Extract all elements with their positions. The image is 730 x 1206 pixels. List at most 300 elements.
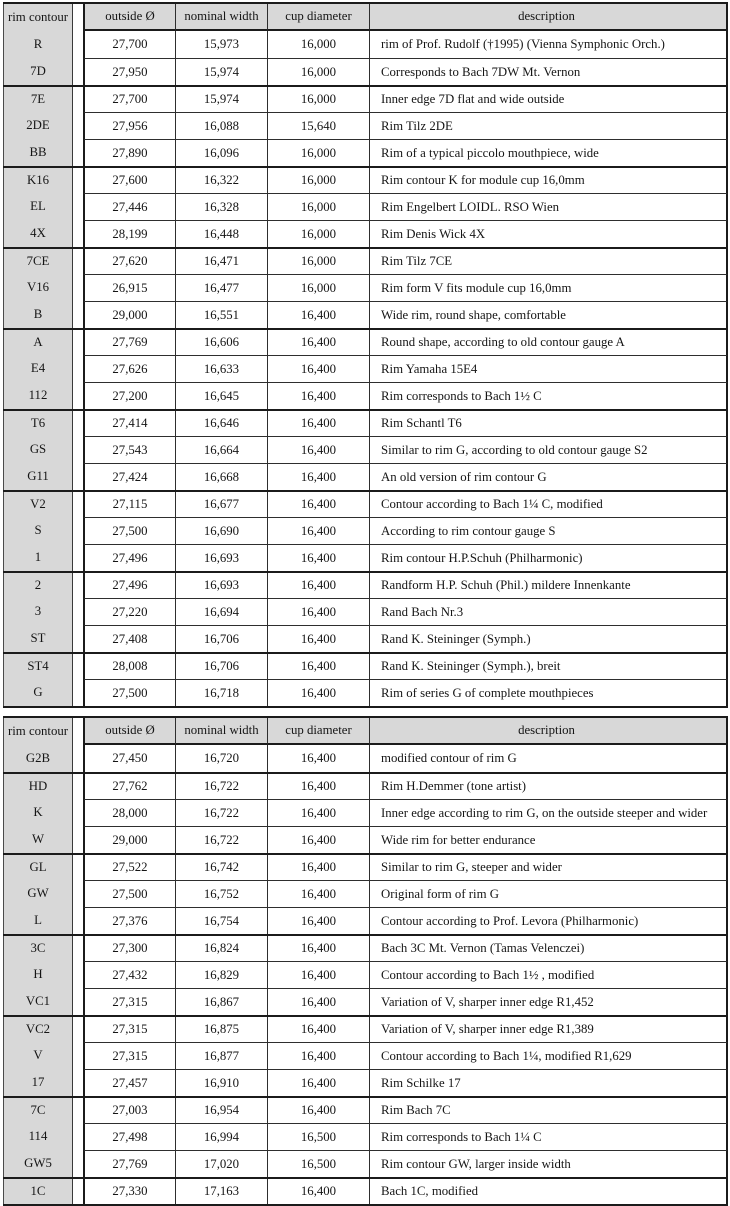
cell-rim-contour: 3 [3,598,73,625]
cell-nominal-width: 15,973 [175,31,267,58]
cell-outside-diameter: 27,543 [83,436,175,463]
cell-cup-diameter: 16,400 [267,679,369,706]
cell-rim-contour: VC2 [3,1017,73,1042]
table-row [3,988,728,1015]
cell-nominal-width: 16,633 [175,355,267,382]
cell-outside-diameter: 27,700 [83,87,175,112]
table-row [3,571,728,598]
cell-description: Contour according to Bach 1¼ C, modified [369,492,728,517]
cell-cup-diameter: 16,400 [267,411,369,436]
cell-cup-diameter: 16,000 [267,249,369,274]
cell-rim-contour: T6 [3,411,73,436]
cell-rim-contour: GL [3,855,73,880]
column-gap [73,1069,83,1096]
cell-nominal-width: 16,322 [175,168,267,193]
cell-cup-diameter: 16,400 [267,355,369,382]
table-header-row [3,4,728,31]
column-gap [73,330,83,355]
cell-cup-diameter: 16,400 [267,573,369,598]
cell-rim-contour: GW5 [3,1150,73,1177]
cell-nominal-width: 16,448 [175,220,267,247]
column-gap [73,1017,83,1042]
cell-rim-contour: G2B [3,745,73,772]
table-row [3,463,728,490]
cell-description: An old version of rim contour G [369,463,728,490]
cell-nominal-width: 16,910 [175,1069,267,1096]
cell-description: rim of Prof. Rudolf (†1995) (Vienna Symphonic Orch.) [369,31,728,58]
cell-nominal-width: 16,994 [175,1123,267,1150]
cell-cup-diameter: 16,400 [267,544,369,571]
cell-outside-diameter: 27,457 [83,1069,175,1096]
cell-cup-diameter: 16,500 [267,1123,369,1150]
cell-rim-contour: B [3,301,73,328]
column-gap [73,988,83,1015]
column-gap [73,112,83,139]
column-gap [73,517,83,544]
cell-cup-diameter: 16,400 [267,463,369,490]
cell-nominal-width: 16,477 [175,274,267,301]
cell-description: Similar to rim G, steeper and wider [369,855,728,880]
cell-description: Variation of V, sharper inner edge R1,389 [369,1017,728,1042]
cell-cup-diameter: 16,400 [267,654,369,679]
cell-description: Rim Schilke 17 [369,1069,728,1096]
cell-description: Rim Yamaha 15E4 [369,355,728,382]
cell-description: Inner edge 7D flat and wide outside [369,87,728,112]
cell-nominal-width: 16,706 [175,654,267,679]
cell-description: Round shape, according to old contour gauge A [369,330,728,355]
cell-outside-diameter: 27,220 [83,598,175,625]
cell-rim-contour: S [3,517,73,544]
cell-cup-diameter: 16,000 [267,31,369,58]
column-gap [73,87,83,112]
cell-rim-contour: V2 [3,492,73,517]
column-gap [73,1123,83,1150]
column-gap [73,274,83,301]
cell-description: Randform H.P. Schuh (Phil.) mildere Innenkante [369,573,728,598]
cell-rim-contour: 2DE [3,112,73,139]
cell-nominal-width: 17,163 [175,1179,267,1204]
cell-rim-contour: HD [3,774,73,799]
cell-nominal-width: 16,693 [175,544,267,571]
cell-cup-diameter: 16,500 [267,1150,369,1177]
cell-rim-contour: K [3,799,73,826]
table-row [3,1123,728,1150]
cell-rim-contour: E4 [3,355,73,382]
cell-description: Rim Engelbert LOIDL. RSO Wien [369,193,728,220]
table-row [3,301,728,328]
cell-outside-diameter: 27,956 [83,112,175,139]
cell-description: Rim of series G of complete mouthpieces [369,679,728,706]
table-row [3,799,728,826]
table-row [3,31,728,58]
column-header-cup-diameter: cup diameter [267,718,369,745]
cell-description: Rim contour GW, larger inside width [369,1150,728,1177]
cell-rim-contour: 7E [3,87,73,112]
cell-cup-diameter: 16,400 [267,382,369,409]
cell-outside-diameter: 29,000 [83,826,175,853]
table-row [3,745,728,772]
cell-nominal-width: 16,742 [175,855,267,880]
column-gap [73,625,83,652]
column-header-rim-contour: rim contour [3,718,73,745]
cell-nominal-width: 16,677 [175,492,267,517]
cell-description: Bach 1C, modified [369,1179,728,1204]
cell-rim-contour: 3C [3,936,73,961]
cell-outside-diameter: 27,500 [83,517,175,544]
column-header-cup-diameter: cup diameter [267,4,369,31]
table-row [3,409,728,436]
column-gap [73,573,83,598]
cell-rim-contour: G [3,679,73,706]
cell-rim-contour: 4X [3,220,73,247]
table-row [3,1015,728,1042]
table-row [3,436,728,463]
column-gap [73,4,83,31]
column-gap [73,961,83,988]
column-gap [73,774,83,799]
cell-outside-diameter: 27,414 [83,411,175,436]
cell-nominal-width: 16,088 [175,112,267,139]
cell-cup-diameter: 16,400 [267,301,369,328]
cell-cup-diameter: 16,400 [267,774,369,799]
cell-description: Rim corresponds to Bach 1½ C [369,382,728,409]
table-row [3,907,728,934]
column-gap [73,436,83,463]
cell-description: Similar to rim G, according to old contour gauge S2 [369,436,728,463]
cell-outside-diameter: 27,408 [83,625,175,652]
cell-rim-contour: 7C [3,1098,73,1123]
cell-outside-diameter: 27,762 [83,774,175,799]
cell-nominal-width: 16,877 [175,1042,267,1069]
table-row [3,247,728,274]
cell-nominal-width: 16,328 [175,193,267,220]
cell-cup-diameter: 16,400 [267,936,369,961]
cell-description: Rim of a typical piccolo mouthpiece, wide [369,139,728,166]
cell-rim-contour: A [3,330,73,355]
column-gap [73,826,83,853]
cell-description: Variation of V, sharper inner edge R1,452 [369,988,728,1015]
cell-cup-diameter: 16,000 [267,193,369,220]
cell-cup-diameter: 16,000 [267,139,369,166]
column-gap [73,301,83,328]
cell-rim-contour: 7CE [3,249,73,274]
column-header-nominal-width: nominal width [175,718,267,745]
cell-outside-diameter: 27,300 [83,936,175,961]
cell-nominal-width: 15,974 [175,58,267,85]
table-row [3,1096,728,1123]
table-row [3,826,728,853]
column-header-outside-diameter: outside Ø [83,4,175,31]
cell-nominal-width: 16,954 [175,1098,267,1123]
column-gap [73,411,83,436]
cell-description: Inner edge according to rim G, on the outside steeper and wider [369,799,728,826]
cell-outside-diameter: 28,199 [83,220,175,247]
column-gap [73,31,83,58]
cell-rim-contour: EL [3,193,73,220]
table-row [3,1042,728,1069]
cell-rim-contour: L [3,907,73,934]
cell-nominal-width: 16,706 [175,625,267,652]
cell-description: Rim contour H.P.Schuh (Philharmonic) [369,544,728,571]
column-gap [73,58,83,85]
cell-description: Bach 3C Mt. Vernon (Tamas Velenczei) [369,936,728,961]
table-row [3,490,728,517]
cell-nominal-width: 16,690 [175,517,267,544]
cell-outside-diameter: 29,000 [83,301,175,328]
cell-rim-contour: BB [3,139,73,166]
column-header-description: description [369,718,728,745]
cell-description: Rim Tilz 2DE [369,112,728,139]
cell-nominal-width: 16,752 [175,880,267,907]
cell-description: modified contour of rim G [369,745,728,772]
cell-nominal-width: 16,668 [175,463,267,490]
column-gap [73,936,83,961]
cell-description: Rand K. Steininger (Symph.) [369,625,728,652]
cell-nominal-width: 16,824 [175,936,267,961]
cell-rim-contour: 2 [3,573,73,598]
table-row [3,139,728,166]
cell-outside-diameter: 27,432 [83,961,175,988]
cell-rim-contour: V16 [3,274,73,301]
column-gap [73,1179,83,1204]
cell-cup-diameter: 16,400 [267,880,369,907]
cell-cup-diameter: 16,000 [267,274,369,301]
column-gap [73,382,83,409]
cell-cup-diameter: 16,000 [267,168,369,193]
cell-cup-diameter: 16,400 [267,855,369,880]
cell-nominal-width: 16,664 [175,436,267,463]
cell-description: Rim Tilz 7CE [369,249,728,274]
column-gap [73,799,83,826]
cell-outside-diameter: 26,915 [83,274,175,301]
table-row [3,853,728,880]
table-row [3,112,728,139]
cell-outside-diameter: 27,500 [83,679,175,706]
cell-description: Rim form V fits module cup 16,0mm [369,274,728,301]
cell-nominal-width: 16,646 [175,411,267,436]
table-row [3,517,728,544]
cell-cup-diameter: 16,000 [267,58,369,85]
cell-nominal-width: 16,551 [175,301,267,328]
cell-nominal-width: 16,693 [175,573,267,598]
cell-cup-diameter: 16,400 [267,625,369,652]
cell-outside-diameter: 27,003 [83,1098,175,1123]
column-header-outside-diameter: outside Ø [83,718,175,745]
cell-cup-diameter: 16,400 [267,330,369,355]
cell-nominal-width: 16,718 [175,679,267,706]
cell-description: Contour according to Bach 1½ , modified [369,961,728,988]
cell-cup-diameter: 16,400 [267,1017,369,1042]
column-gap [73,880,83,907]
column-header-nominal-width: nominal width [175,4,267,31]
cell-nominal-width: 16,471 [175,249,267,274]
table-row [3,772,728,799]
cell-cup-diameter: 16,400 [267,517,369,544]
cell-nominal-width: 16,754 [175,907,267,934]
cell-cup-diameter: 16,400 [267,799,369,826]
column-header-description: description [369,4,728,31]
cell-nominal-width: 15,974 [175,87,267,112]
column-gap [73,598,83,625]
table-row [3,880,728,907]
cell-description: Wide rim for better endurance [369,826,728,853]
cell-outside-diameter: 27,424 [83,463,175,490]
column-header-rim-contour: rim contour [3,4,73,31]
cell-description: Contour according to Prof. Levora (Philharmonic) [369,907,728,934]
column-gap [73,654,83,679]
cell-description: Original form of rim G [369,880,728,907]
cell-cup-diameter: 16,400 [267,1042,369,1069]
cell-outside-diameter: 27,450 [83,745,175,772]
cell-cup-diameter: 16,400 [267,598,369,625]
cell-description: Contour according to Bach 1¼, modified R1,629 [369,1042,728,1069]
table-row [3,166,728,193]
cell-outside-diameter: 27,498 [83,1123,175,1150]
table-row [3,934,728,961]
cell-cup-diameter: 16,400 [267,1098,369,1123]
cell-outside-diameter: 27,315 [83,1017,175,1042]
column-gap [73,1150,83,1177]
cell-cup-diameter: 16,400 [267,961,369,988]
cell-outside-diameter: 27,600 [83,168,175,193]
table-row [3,193,728,220]
cell-description: Rim H.Demmer (tone artist) [369,774,728,799]
cell-outside-diameter: 27,446 [83,193,175,220]
cell-outside-diameter: 27,496 [83,544,175,571]
column-gap [73,907,83,934]
cell-outside-diameter: 27,769 [83,330,175,355]
cell-rim-contour: G11 [3,463,73,490]
cell-description: Rim contour K for module cup 16,0mm [369,168,728,193]
cell-nominal-width: 16,875 [175,1017,267,1042]
rim-table-section-2 [3,716,728,1206]
cell-cup-diameter: 16,000 [267,220,369,247]
cell-outside-diameter: 27,700 [83,31,175,58]
column-gap [73,1098,83,1123]
table-row [3,85,728,112]
cell-nominal-width: 16,645 [175,382,267,409]
cell-outside-diameter: 28,000 [83,799,175,826]
table-row [3,598,728,625]
rim-table-section-1 [3,2,728,708]
cell-cup-diameter: 16,400 [267,826,369,853]
table-row [3,1177,728,1204]
cell-cup-diameter: 16,400 [267,436,369,463]
cell-rim-contour: 114 [3,1123,73,1150]
column-gap [73,544,83,571]
cell-rim-contour: 17 [3,1069,73,1096]
cell-rim-contour: GW [3,880,73,907]
table-row [3,355,728,382]
cell-nominal-width: 16,722 [175,774,267,799]
cell-rim-contour: K16 [3,168,73,193]
cell-outside-diameter: 27,115 [83,492,175,517]
cell-rim-contour: GS [3,436,73,463]
table-row [3,652,728,679]
cell-description: Rim Denis Wick 4X [369,220,728,247]
cell-nominal-width: 16,694 [175,598,267,625]
cell-cup-diameter: 16,000 [267,87,369,112]
cell-rim-contour: ST4 [3,654,73,679]
cell-rim-contour: H [3,961,73,988]
cell-rim-contour: R [3,31,73,58]
table-row [3,328,728,355]
cell-outside-diameter: 27,200 [83,382,175,409]
cell-outside-diameter: 27,890 [83,139,175,166]
cell-cup-diameter: 16,400 [267,1069,369,1096]
column-gap [73,1042,83,1069]
cell-description: Wide rim, round shape, comfortable [369,301,728,328]
cell-description: Rim Bach 7C [369,1098,728,1123]
table-row [3,58,728,85]
column-gap [73,855,83,880]
cell-cup-diameter: 16,400 [267,907,369,934]
cell-outside-diameter: 27,315 [83,1042,175,1069]
cell-cup-diameter: 16,400 [267,988,369,1015]
cell-nominal-width: 16,867 [175,988,267,1015]
cell-nominal-width: 17,020 [175,1150,267,1177]
column-gap [73,249,83,274]
cell-rim-contour: V [3,1042,73,1069]
cell-description: Rim corresponds to Bach 1¼ C [369,1123,728,1150]
column-gap [73,193,83,220]
cell-rim-contour: 7D [3,58,73,85]
cell-rim-contour: 1C [3,1179,73,1204]
cell-nominal-width: 16,096 [175,139,267,166]
cell-outside-diameter: 27,315 [83,988,175,1015]
cell-outside-diameter: 27,522 [83,855,175,880]
table-row [3,679,728,706]
cell-rim-contour: 1 [3,544,73,571]
column-gap [73,139,83,166]
cell-outside-diameter: 27,950 [83,58,175,85]
cell-rim-contour: ST [3,625,73,652]
cell-description: Rim Schantl T6 [369,411,728,436]
cell-outside-diameter: 27,376 [83,907,175,934]
cell-nominal-width: 16,606 [175,330,267,355]
table-row [3,1150,728,1177]
column-gap [73,679,83,706]
cell-cup-diameter: 15,640 [267,112,369,139]
table-header-row [3,718,728,745]
cell-description: According to rim contour gauge S [369,517,728,544]
table-row [3,625,728,652]
cell-outside-diameter: 27,769 [83,1150,175,1177]
cell-nominal-width: 16,722 [175,826,267,853]
cell-nominal-width: 16,720 [175,745,267,772]
cell-rim-contour: W [3,826,73,853]
cell-cup-diameter: 16,400 [267,745,369,772]
column-gap [73,745,83,772]
cell-nominal-width: 16,722 [175,799,267,826]
cell-description: Corresponds to Bach 7DW Mt. Vernon [369,58,728,85]
table-row [3,382,728,409]
cell-outside-diameter: 27,620 [83,249,175,274]
cell-outside-diameter: 27,496 [83,573,175,598]
table-row [3,1069,728,1096]
column-gap [73,355,83,382]
cell-outside-diameter: 28,008 [83,654,175,679]
column-gap [73,718,83,745]
cell-outside-diameter: 27,626 [83,355,175,382]
cell-outside-diameter: 27,330 [83,1179,175,1204]
table-row [3,274,728,301]
cell-description: Rand Bach Nr.3 [369,598,728,625]
cell-rim-contour: 112 [3,382,73,409]
table-row [3,961,728,988]
column-gap [73,220,83,247]
table-row [3,220,728,247]
